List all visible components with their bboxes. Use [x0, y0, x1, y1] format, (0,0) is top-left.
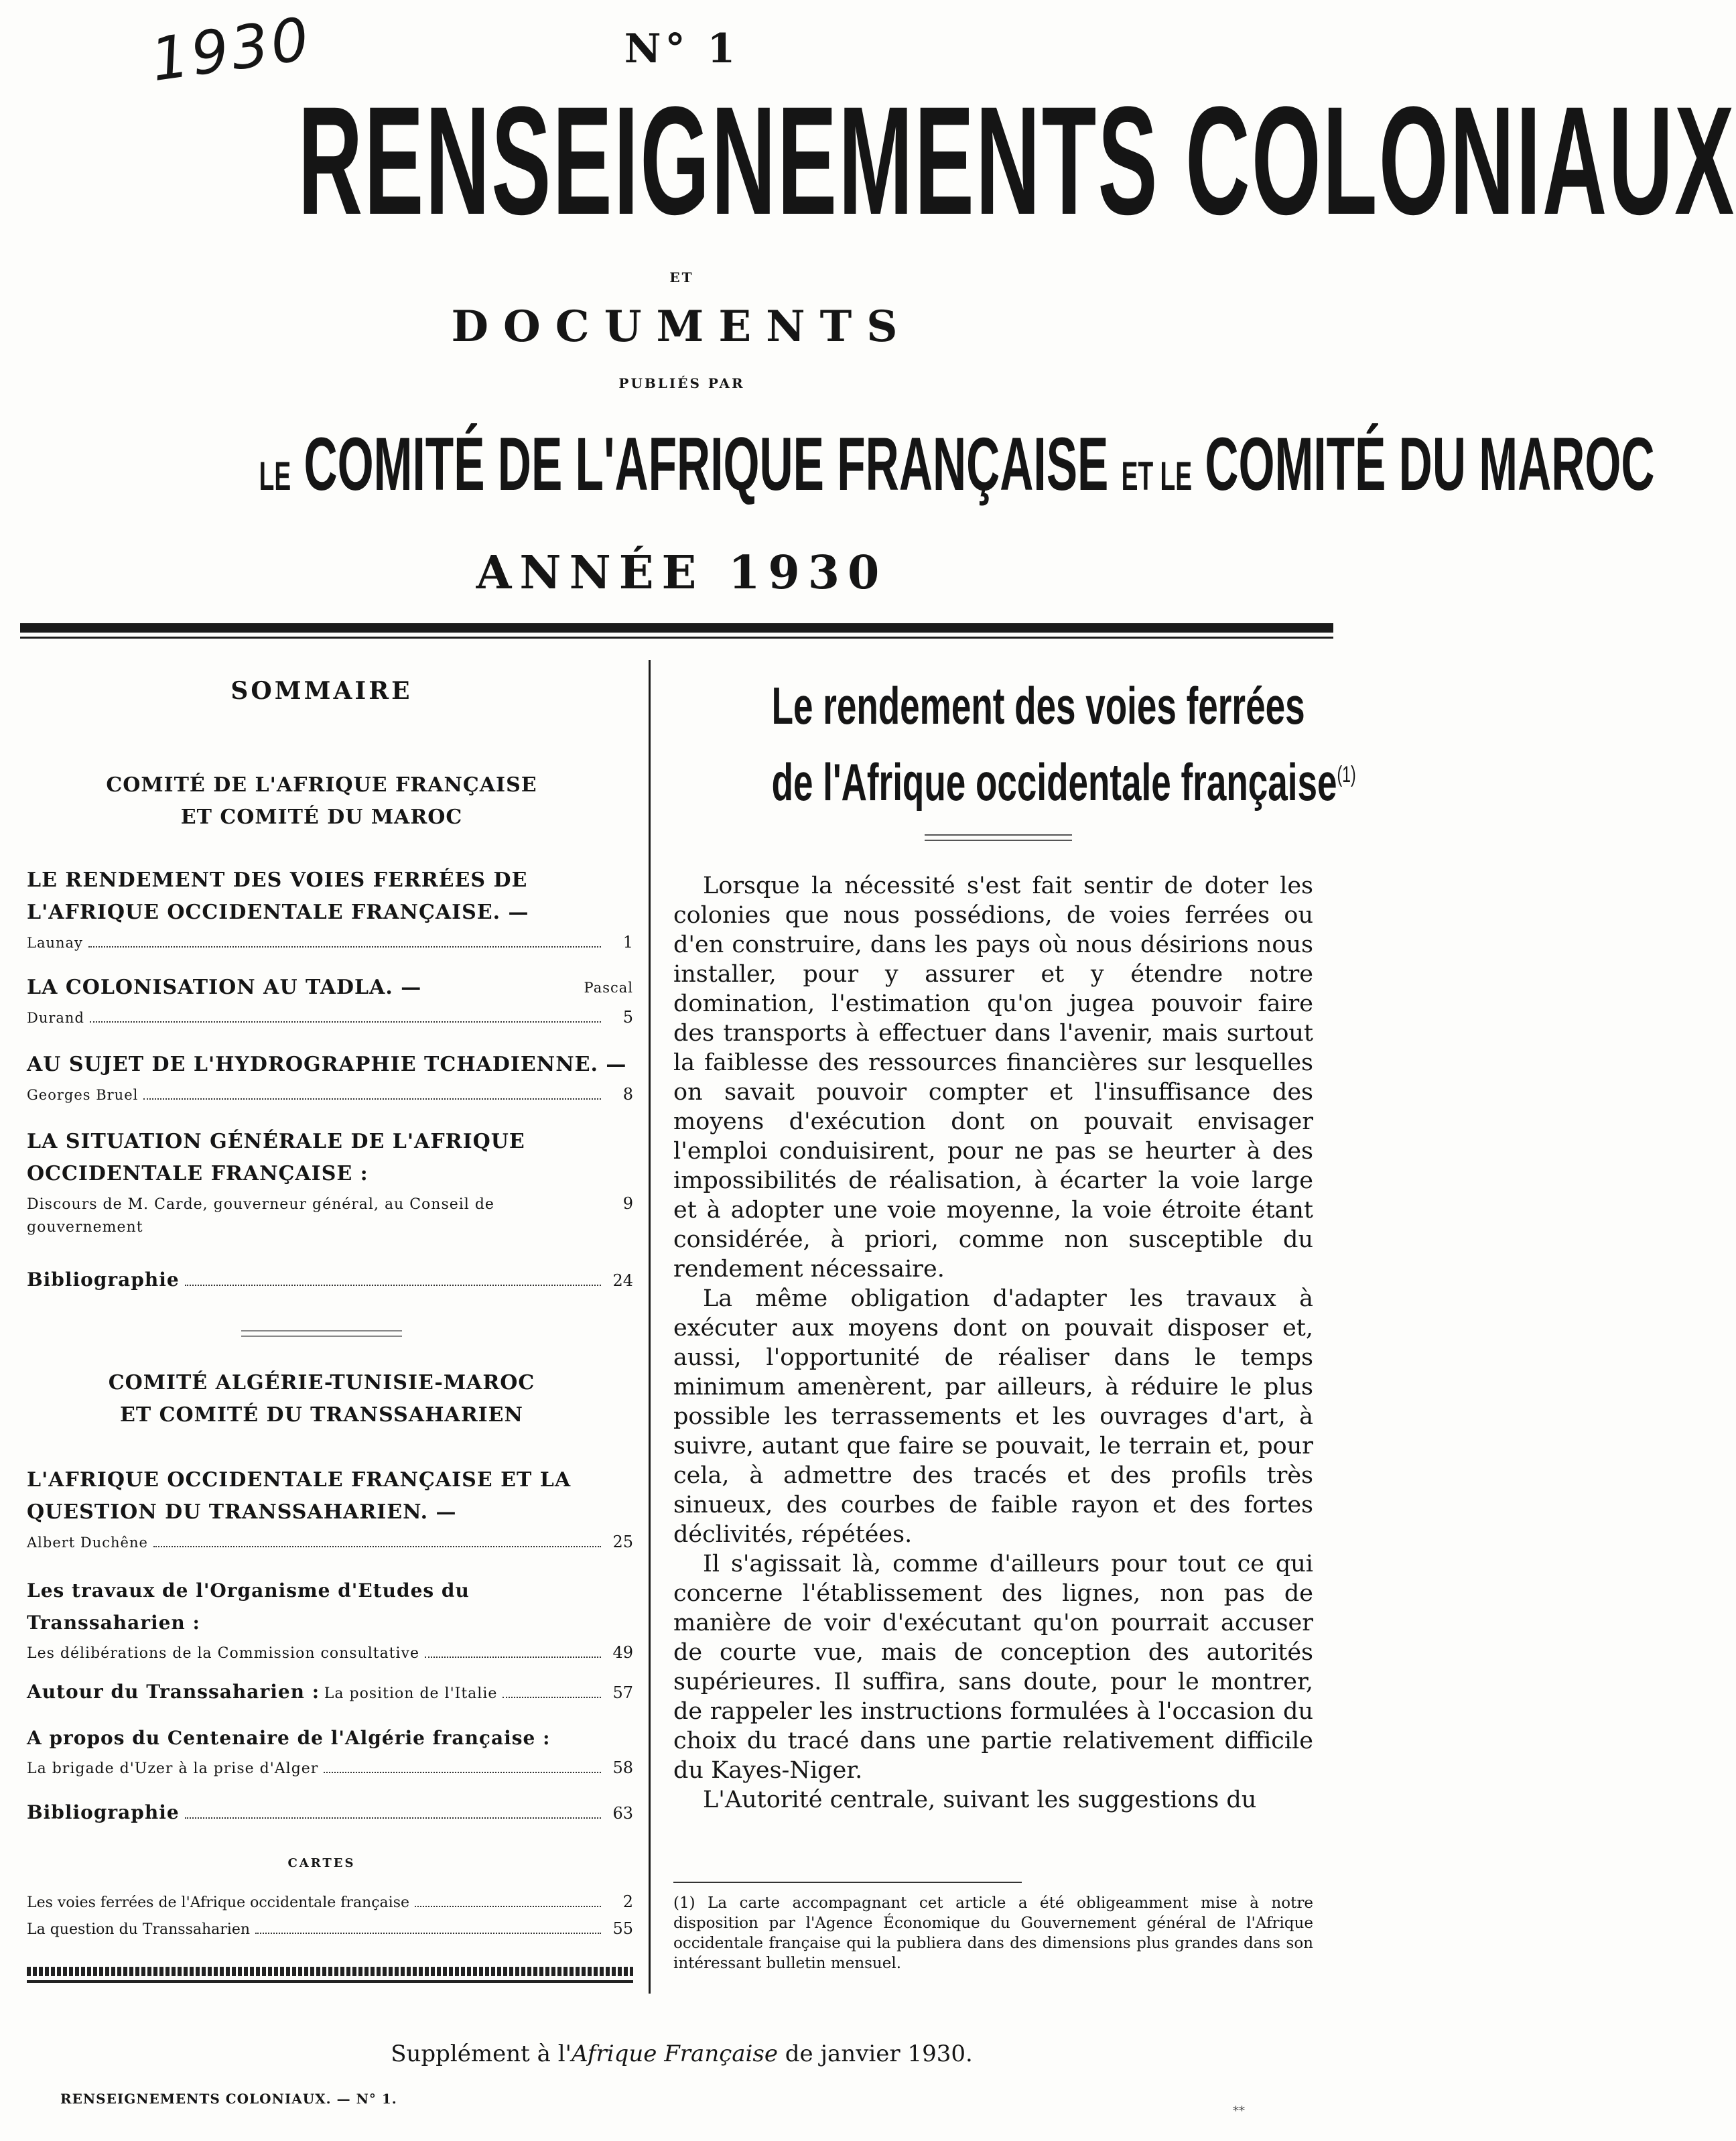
- toc-author: Pascal: [584, 980, 633, 996]
- section2-heading: [20, 1367, 623, 1431]
- publisher-committee-1: COMITÉ DE L'AFRIQUE FRANÇAISE: [304, 422, 1109, 506]
- toc-page: 25: [612, 1533, 633, 1551]
- publisher-line: [259, 421, 1655, 520]
- cartes-heading: CARTES: [287, 1856, 356, 1870]
- toc-title: [27, 972, 633, 1004]
- article-title-text: de l'Afrique occidentale française: [771, 753, 1337, 812]
- year-line: ANNÉE 1930: [476, 546, 888, 600]
- toc-title: LA SITUATION GÉNÉRALE DE L'AFRIQUE OCCIDENTALE FRANÇAISE :: [27, 1130, 525, 1185]
- toc-page: 58: [612, 1758, 633, 1777]
- carte-item[interactable]: [27, 1915, 633, 1943]
- publisher-et-le: ET LE: [1121, 454, 1193, 499]
- publisher-committee-2: COMITÉ DU MAROC: [1205, 422, 1655, 506]
- carte-label: Les voies ferrées de l'Afrique occidentale française: [27, 1894, 410, 1911]
- toc-page: 9: [622, 1194, 633, 1213]
- masthead-rule: [20, 623, 1333, 633]
- article-paragraph: L'Autorité centrale, suivant les suggestions du: [703, 1787, 1257, 1813]
- article-paragraph: Il s'agissait là, comme d'ailleurs pour tout ce qui concerne l'établissement des lignes, non pas de manière de voir d'exécutant qu'on pourrait accuser de courte vue, mais de conception des autorités supérieures. Il suffira, sans doute, pour le montrer, de rappeler les instructions formulées à l'occasion du choix du tracé dans une partie relativement difficile du Kayes-Niger.: [673, 1551, 1313, 1784]
- toc-line: [27, 1639, 633, 1666]
- running-head: RENSEIGNEMENTS COLONIAUX. — N° 1.: [60, 2091, 397, 2107]
- toc-line: [27, 1888, 633, 1917]
- carte-page: 2: [622, 1892, 633, 1911]
- toc-desc: La brigade d'Uzer à la prise d'Alger: [27, 1760, 319, 1777]
- title-conjunction: ET: [669, 269, 694, 285]
- toc-title-text: LA COLONISATION AU TADLA. —: [27, 976, 422, 999]
- section1-heading: [20, 769, 623, 834]
- toc-line: [27, 1004, 633, 1031]
- article-paragraph: La même obligation d'adapter les travaux à exécuter aux moyens dont on pouvait disposer et, aussi, l'opportunité de réaliser dans le temps minimum amenèrent, par ailleurs, à réduire le plus possible les terrassements et les ouvrages d'art, à suivre, autant que faire se pouvait, le terrain et, pour cela, à admettre des tracés et des profils très sinueux, des courbes de faible rayon et des fortes déclivités, répétées.: [673, 1285, 1313, 1548]
- supplement-post: de janvier 1930.: [777, 2040, 973, 2067]
- documents-subtitle: DOCUMENTS: [451, 302, 913, 352]
- publisher-le: LE: [259, 454, 291, 499]
- printer-stars: **: [1233, 2104, 1245, 2118]
- toc-page: 63: [612, 1804, 633, 1823]
- toc-line: [27, 1267, 633, 1294]
- toc-author: Albert Duchêne: [27, 1535, 148, 1551]
- section1-heading-line2: ET COMITÉ DU MAROC: [180, 805, 463, 829]
- footnote-rule: [673, 1882, 1022, 1883]
- toc-title: AU SUJET DE L'HYDROGRAPHIE TCHADIENNE. —: [27, 1053, 627, 1076]
- toc-author: Durand: [27, 1010, 84, 1026]
- toc-line: [27, 1799, 633, 1827]
- title-ornament: [925, 834, 1072, 841]
- article-footnote-marker: (1): [1337, 762, 1356, 787]
- article-body: [673, 871, 1313, 1815]
- column-end-rule: [27, 1967, 633, 1976]
- column-divider: [649, 660, 651, 1994]
- toc-title: Les travaux de l'Organisme d'Etudes du Transsaharien :: [27, 1579, 470, 1634]
- toc-title: Bibliographie: [27, 1269, 180, 1291]
- supplement-pre: Supplément à l': [391, 2040, 572, 2067]
- section1-heading-line1: COMITÉ DE L'AFRIQUE FRANÇAISE: [106, 773, 537, 797]
- toc-line: [27, 1915, 633, 1943]
- article-title-line2: [771, 742, 1356, 814]
- sommaire-heading: SOMMAIRE: [230, 677, 413, 705]
- dot-leader: [503, 1697, 601, 1698]
- toc-title: L'AFRIQUE OCCIDENTALE FRANÇAISE ET LA QUESTION DU TRANSSAHARIEN. —: [27, 1468, 572, 1524]
- toc-item[interactable]: [27, 1679, 633, 1707]
- toc-line: [27, 1081, 633, 1108]
- column-end-rule-thin: [27, 1980, 633, 1983]
- dot-leader: [415, 1906, 601, 1907]
- section2-heading-line2: ET COMITÉ DU TRANSSAHARIEN: [120, 1403, 523, 1427]
- toc-line: [27, 1190, 633, 1239]
- dot-leader: [185, 1817, 601, 1819]
- carte-item[interactable]: [27, 1888, 633, 1917]
- toc-item[interactable]: [27, 972, 633, 1031]
- dot-leader: [88, 946, 601, 948]
- toc-item[interactable]: [27, 1049, 633, 1108]
- toc-page: 8: [622, 1085, 633, 1104]
- dot-leader: [185, 1285, 601, 1286]
- article-title-line1: Le rendement des voies ferrées: [771, 676, 1305, 735]
- section-separator: [241, 1330, 402, 1337]
- masthead-rule-thin: [20, 637, 1333, 639]
- toc-item[interactable]: [27, 864, 633, 956]
- toc-page: 49: [612, 1643, 633, 1662]
- toc-item[interactable]: [27, 1267, 633, 1294]
- handwritten-year: 1930: [147, 3, 316, 95]
- toc-page: 24: [612, 1271, 633, 1290]
- toc-desc: Discours de M. Carde, gouverneur général, au Conseil de gouvernement: [27, 1196, 494, 1236]
- publication-title: RENSEIGNEMENTS COLONIAUX: [297, 74, 1736, 247]
- toc-title: LE RENDEMENT DES VOIES FERRÉES DE L'AFRIQUE OCCIDENTALE FRANÇAISE. —: [27, 868, 529, 924]
- supplement-italic: Afrique Française: [571, 2040, 778, 2067]
- toc-page: 5: [622, 1008, 633, 1027]
- dot-leader: [255, 1933, 601, 1934]
- article-footnote: (1) La carte accompagnant cet article a été obligeamment mise à notre disposition par l'Agence Économique du Gouvernement général de l'Afrique occidentale française qui la publiera dans des dimensions plus grandes dans son intéressant bulletin mensuel.: [673, 1894, 1313, 1972]
- toc-desc: La position de l'Italie: [324, 1685, 498, 1702]
- toc-page: 57: [612, 1683, 633, 1702]
- toc-item[interactable]: [27, 1722, 633, 1782]
- toc-author: Georges Bruel: [27, 1087, 139, 1103]
- article-paragraph: Lorsque la nécessité s'est fait sentir de doter les colonies que nous possédions, de voies ferrées ou d'en construire, dans les pays où nous désirions nous installer, pour y assurer et y étendre notre domination, l'estimation qu'on jugea pouvoir faire des transports à effectuer dans l'avenir, mais surtout la faiblesse des ressources financières sur lesquelles on savait pouvoir compter et l'insuffisance des moyens d'exécution dont on pouvait envisager l'emploi conduisirent, pour ne pas se heurter à des impossibilités de réalisation, à écarter la voie large et à adopter une voie moyenne, la voie étroite étant considérée, à priori, comme non susceptible du rendement nécessaire.: [673, 872, 1313, 1283]
- dot-leader: [425, 1657, 601, 1658]
- issue-number: N° 1: [624, 25, 740, 72]
- toc-title: Autour du Transsaharien :: [27, 1681, 320, 1703]
- toc-line: [27, 1754, 633, 1782]
- supplement-line: [0, 2040, 1363, 2067]
- dot-leader: [324, 1772, 601, 1773]
- toc-item[interactable]: [27, 1799, 633, 1827]
- toc-item[interactable]: [27, 1464, 633, 1556]
- carte-label: La question du Transsaharien: [27, 1921, 251, 1938]
- toc-title: Bibliographie: [27, 1801, 180, 1823]
- publies-par: PUBLIÉS PAR: [618, 375, 745, 391]
- toc-line: [27, 1679, 633, 1707]
- toc-line: [27, 929, 633, 956]
- toc-line: [27, 1529, 633, 1556]
- toc-author: Launay: [27, 935, 83, 951]
- carte-page: 55: [612, 1919, 633, 1938]
- dot-leader: [143, 1098, 601, 1100]
- toc-item[interactable]: [27, 1126, 633, 1239]
- toc-title: A propos du Centenaire de l'Algérie française :: [27, 1727, 551, 1749]
- section2-heading-line1: COMITÉ ALGÉRIE-TUNISIE-MAROC: [108, 1371, 535, 1394]
- dot-leader: [153, 1546, 601, 1547]
- dot-leader: [90, 1021, 601, 1023]
- toc-desc: Les délibérations de la Commission consultative: [27, 1645, 420, 1662]
- toc-item[interactable]: [27, 1575, 633, 1666]
- toc-page: 1: [622, 933, 633, 952]
